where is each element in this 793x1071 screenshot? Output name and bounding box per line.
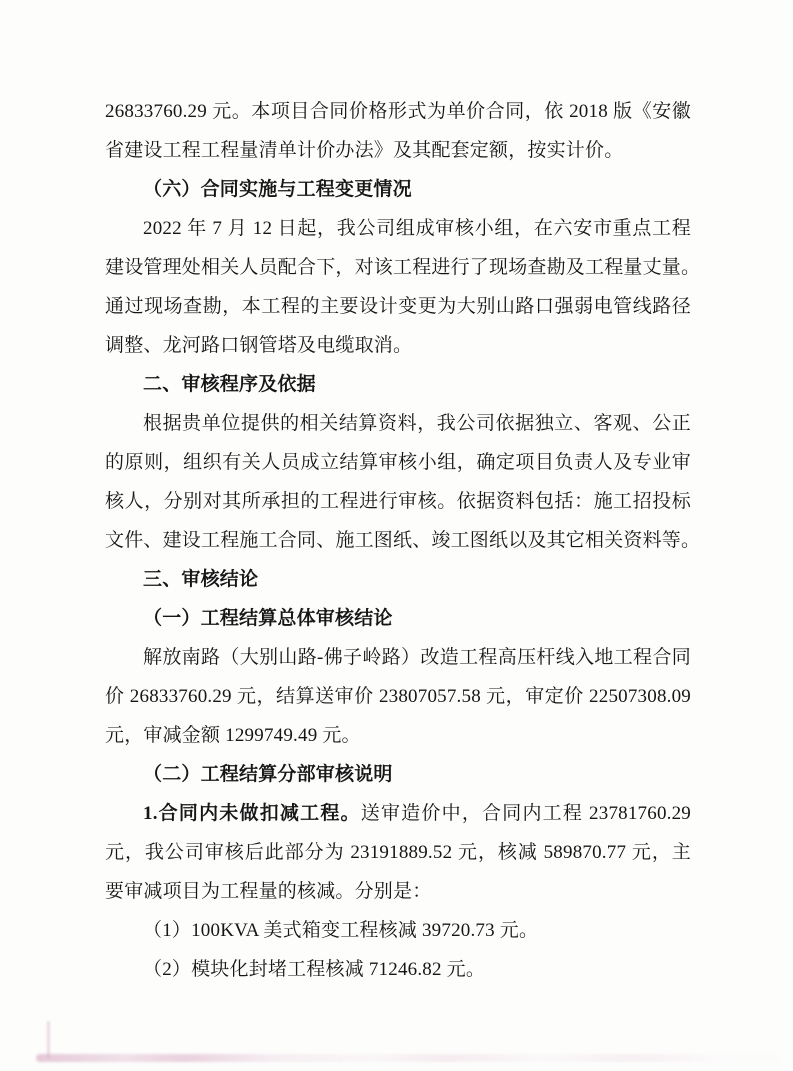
body-text: 要审减项目为工程量的核减。分别是：	[105, 881, 432, 902]
body-text: 省建设工程工程量清单计价办法》及其配套定额，按实计价。	[105, 140, 624, 161]
body-text: 2022 年 7 月 12 日起，我公司组成审核小组，在六安市重点工程	[143, 218, 691, 239]
body-text: 元，我公司审核后此部分为 23191889.52 元，核减 589870.77 元，主	[105, 842, 691, 863]
text-line	[105, 677, 691, 716]
heading-text: 1.合同内未做扣减工程。	[143, 803, 361, 824]
text-line	[105, 911, 691, 950]
body-text: 26833760.29 元。本项目合同价格形式为单价合同，依 2018 版《安徽	[105, 101, 691, 122]
body-text: 送审造价中，合同内工程 23781760.29	[360, 803, 691, 824]
text-line	[105, 131, 691, 170]
heading-text: 二、审核程序及依据	[143, 374, 316, 395]
text-line	[105, 209, 691, 248]
text-line	[105, 794, 691, 833]
body-text: 通过现场查勘，本工程的主要设计变更为大别山路口强弱电管线路径	[105, 296, 691, 317]
body-text: 价 26833760.29 元，结算送审价 23807057.58 元，审定价 22507308.09	[105, 686, 691, 707]
text-line	[105, 833, 691, 872]
text-line	[105, 365, 691, 404]
text-line	[105, 248, 701, 287]
heading-text: 三、审核结论	[143, 569, 259, 590]
body-text: 根据贵单位提供的相关结算资料，我公司依据独立、客观、公正	[143, 413, 691, 434]
scan-smudge-mark	[47, 1021, 50, 1058]
text-line	[105, 638, 691, 677]
scan-smudge-band	[36, 1054, 781, 1062]
body-text: 元，审减金额 1299749.49 元。	[105, 725, 361, 746]
text-line	[105, 950, 691, 989]
body-text: （2）模块化封堵工程核减 71246.82 元。	[143, 959, 486, 980]
body-text: 调整、龙河路口钢管塔及电缆取消。	[105, 335, 413, 356]
text-line	[105, 170, 691, 209]
body-text: 建设管理处相关人员配合下，对该工程进行了现场查勘及工程量丈量。	[105, 257, 701, 278]
text-line	[105, 872, 691, 911]
heading-text: （六）合同实施与工程变更情况	[143, 179, 412, 200]
body-text: 的原则，组织有关人员成立结算审核小组，确定项目负责人及专业审	[105, 452, 691, 473]
text-line	[105, 443, 691, 482]
body-text: （1）100KVA 美式箱变工程核减 39720.73 元。	[143, 920, 539, 941]
text-line	[105, 404, 691, 443]
text-line	[105, 326, 691, 365]
text-line	[105, 755, 691, 794]
body-text: 解放南路（大别山路-佛子岭路）改造工程高压杆线入地工程合同	[143, 647, 691, 668]
body-text: 核人，分别对其所承担的工程进行审核。依据资料包括：施工招投标	[105, 491, 691, 512]
text-line	[105, 599, 691, 638]
text-line	[105, 482, 691, 521]
document-body	[105, 92, 701, 989]
heading-text: （一）工程结算总体审核结论	[143, 608, 393, 629]
text-line	[105, 521, 701, 560]
text-line	[105, 287, 691, 326]
body-text: 文件、建设工程施工合同、施工图纸、竣工图纸以及其它相关资料等。	[105, 530, 701, 551]
text-line	[105, 560, 691, 599]
text-line	[105, 92, 691, 131]
heading-text: （二）工程结算分部审核说明	[143, 764, 393, 785]
text-line	[105, 716, 691, 755]
